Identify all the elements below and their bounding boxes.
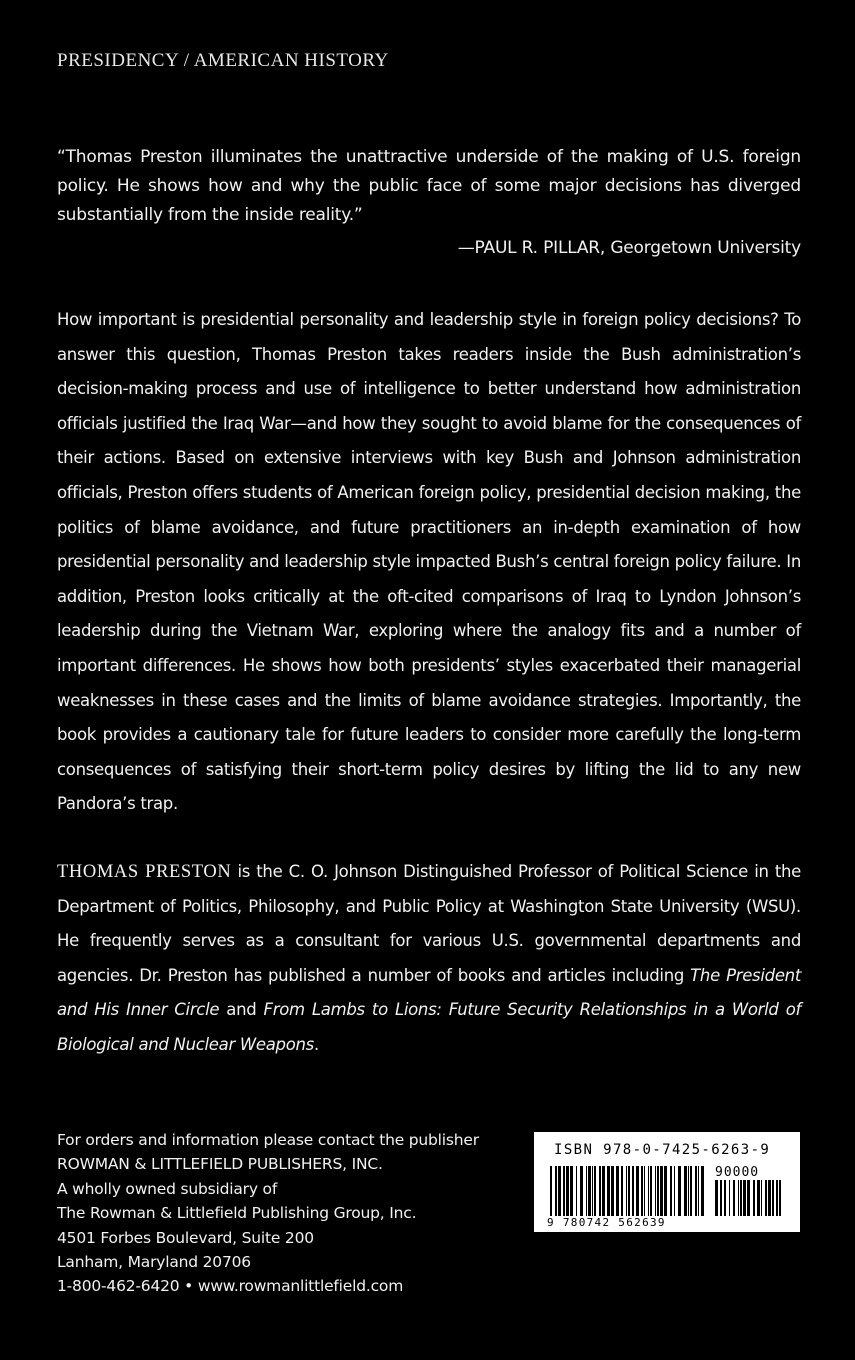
barcode-bar <box>580 1166 583 1216</box>
bio-text-end: . <box>313 1034 319 1054</box>
barcode-bar <box>776 1180 778 1216</box>
author-name: THOMAS PRESTON <box>57 862 232 882</box>
barcode-bar <box>688 1166 689 1216</box>
barcode-bar <box>570 1166 573 1216</box>
barcode-bar <box>641 1166 643 1216</box>
barcode-price-code: 90000 <box>715 1165 760 1180</box>
isbn-barcode <box>534 1132 800 1232</box>
book-title-2: From Lambs to Lions: Future Security Relationships in a World of Biological and Nuclear Weapons <box>57 1000 801 1054</box>
publisher-group-name: The Rowman & Littlefield Publishing Group, Inc. <box>57 1204 417 1223</box>
quote-attribution: —PAUL R. PILLAR, Georgetown University <box>457 238 801 258</box>
barcode-bar <box>594 1166 596 1216</box>
barcode-bar <box>678 1166 681 1216</box>
barcode-bar <box>772 1180 774 1216</box>
barcode-bar <box>558 1166 561 1216</box>
barcode-bar <box>670 1166 672 1216</box>
barcode-bar <box>729 1180 730 1216</box>
barcode-bar <box>724 1180 726 1216</box>
barcode-bar <box>588 1166 591 1216</box>
barcode-bar <box>753 1180 755 1216</box>
barcode-bar <box>733 1180 735 1216</box>
barcode-bar <box>701 1166 704 1216</box>
barcode-bar <box>550 1166 552 1216</box>
barcode-bar <box>632 1166 634 1216</box>
publisher-contact-line: For orders and information please contact the publisher <box>57 1131 479 1149</box>
barcode-bar <box>779 1180 781 1216</box>
barcode-bar <box>695 1166 697 1216</box>
author-bio <box>57 855 801 1063</box>
barcode-bar <box>768 1180 771 1216</box>
barcode-bar <box>626 1166 627 1216</box>
publisher-phone-web: 1-800-462-6420 • www.rowmanlittlefield.com <box>57 1277 404 1296</box>
barcode-bar <box>664 1166 667 1216</box>
category-label: PRESIDENCY / AMERICAN HISTORY <box>57 50 389 71</box>
barcode-bar <box>761 1180 762 1216</box>
isbn-text: ISBN 978-0-7425-6263-9 <box>554 1142 771 1158</box>
barcode-bar <box>621 1166 623 1216</box>
publisher-info <box>57 1128 479 1299</box>
barcode-bar <box>602 1166 605 1216</box>
barcode-bar <box>684 1166 687 1216</box>
barcode-bar <box>576 1166 577 1216</box>
barcode-bar <box>757 1180 760 1216</box>
barcode-bar <box>660 1166 663 1216</box>
barcode-bar <box>636 1166 639 1216</box>
barcode-bar <box>616 1166 619 1216</box>
barcode-bar <box>720 1180 722 1216</box>
book-description: How important is presidential personality and leadership style in foreign policy decisions? To answer this question, Thomas Preston takes readers inside the Bush administration’s decision-making process and use of intelligence to better understand how administration officials justified the Iraq War—and how they sought to avoid blame for the consequences of their actions. Based on extensive interviews with key Bush and Johnson administration officials, Preston offers students of American foreign policy, presidential decision making, the politics of blame avoidance, and future practitioners an in-depth examination of how presidential personality and leadership style impacted Bush’s central foreign policy failure. In addition, Preston looks critically at the oft-cited comparisons of Iraq to Lyndon Johnson’s leadership during the Vietnam War, exploring where the analogy fits and a number of important differences. He shows how both presidents’ styles exacerbated their managerial weaknesses in these cases and the limits of blame avoidance strategies. Importantly, the book provides a cautionary tale for future leaders to consider more carefully the long-term consequences of satisfying their short-term policy desires by lifting the lid to any new Pandora’s trap. <box>57 310 801 814</box>
barcode-bar <box>586 1166 587 1216</box>
publisher-name: ROWMAN & LITTLEFIELD PUBLISHERS, INC. <box>57 1155 383 1174</box>
barcode-bar <box>566 1166 569 1216</box>
barcode-bar <box>607 1166 610 1216</box>
barcode-bar <box>674 1166 675 1216</box>
barcode-bar <box>715 1180 718 1216</box>
barcode-bars-addon <box>715 1180 785 1216</box>
publisher-address-street: 4501 Forbes Boulevard, Suite 200 <box>57 1228 314 1247</box>
barcode-bar <box>650 1166 652 1216</box>
bio-text: is the C. O. Johnson Distinguished Professor of Political Science in the Department of Politics, Philosophy, and Public Policy at Washington State University (WSU). He frequently serves as a consultant for various U.S. governmental departments and agencies. Dr. Preston has published a number of books and articles including <box>57 862 801 985</box>
publisher-subsidiary-line: A wholly owned subsidiary of <box>57 1179 278 1198</box>
book-title-1: The President and His Inner Circle <box>57 965 801 1020</box>
bio-text-connector: and <box>219 1000 264 1020</box>
barcode-digits: 9 780742 562639 <box>547 1216 666 1229</box>
barcode-bar <box>738 1180 739 1216</box>
barcode-bars-main <box>550 1166 706 1216</box>
barcode-bar <box>740 1180 742 1216</box>
barcode-bar <box>611 1166 614 1216</box>
barcode-bar <box>599 1166 601 1216</box>
endorsement-quote: “Thomas Preston illuminates the unattractive underside of the making of U.S. foreign policy. He shows how and why the public face of some major decisions has diverged substantially from the inside reality.” <box>57 147 801 225</box>
barcode-bar <box>644 1166 645 1216</box>
barcode-bar <box>765 1180 767 1216</box>
barcode-bar <box>555 1166 557 1216</box>
barcode-bar <box>698 1166 699 1216</box>
barcode-bar <box>655 1166 656 1216</box>
publisher-address-city: Lanham, Maryland 20706 <box>57 1253 251 1272</box>
barcode-bar <box>628 1166 630 1216</box>
barcode-bar <box>657 1166 659 1216</box>
barcode-bar <box>690 1166 692 1216</box>
barcode-bar <box>563 1166 565 1216</box>
barcode-bar <box>743 1180 746 1216</box>
barcode-bar <box>592 1166 593 1216</box>
barcode-bar <box>747 1180 750 1216</box>
barcode-bar <box>648 1166 649 1216</box>
